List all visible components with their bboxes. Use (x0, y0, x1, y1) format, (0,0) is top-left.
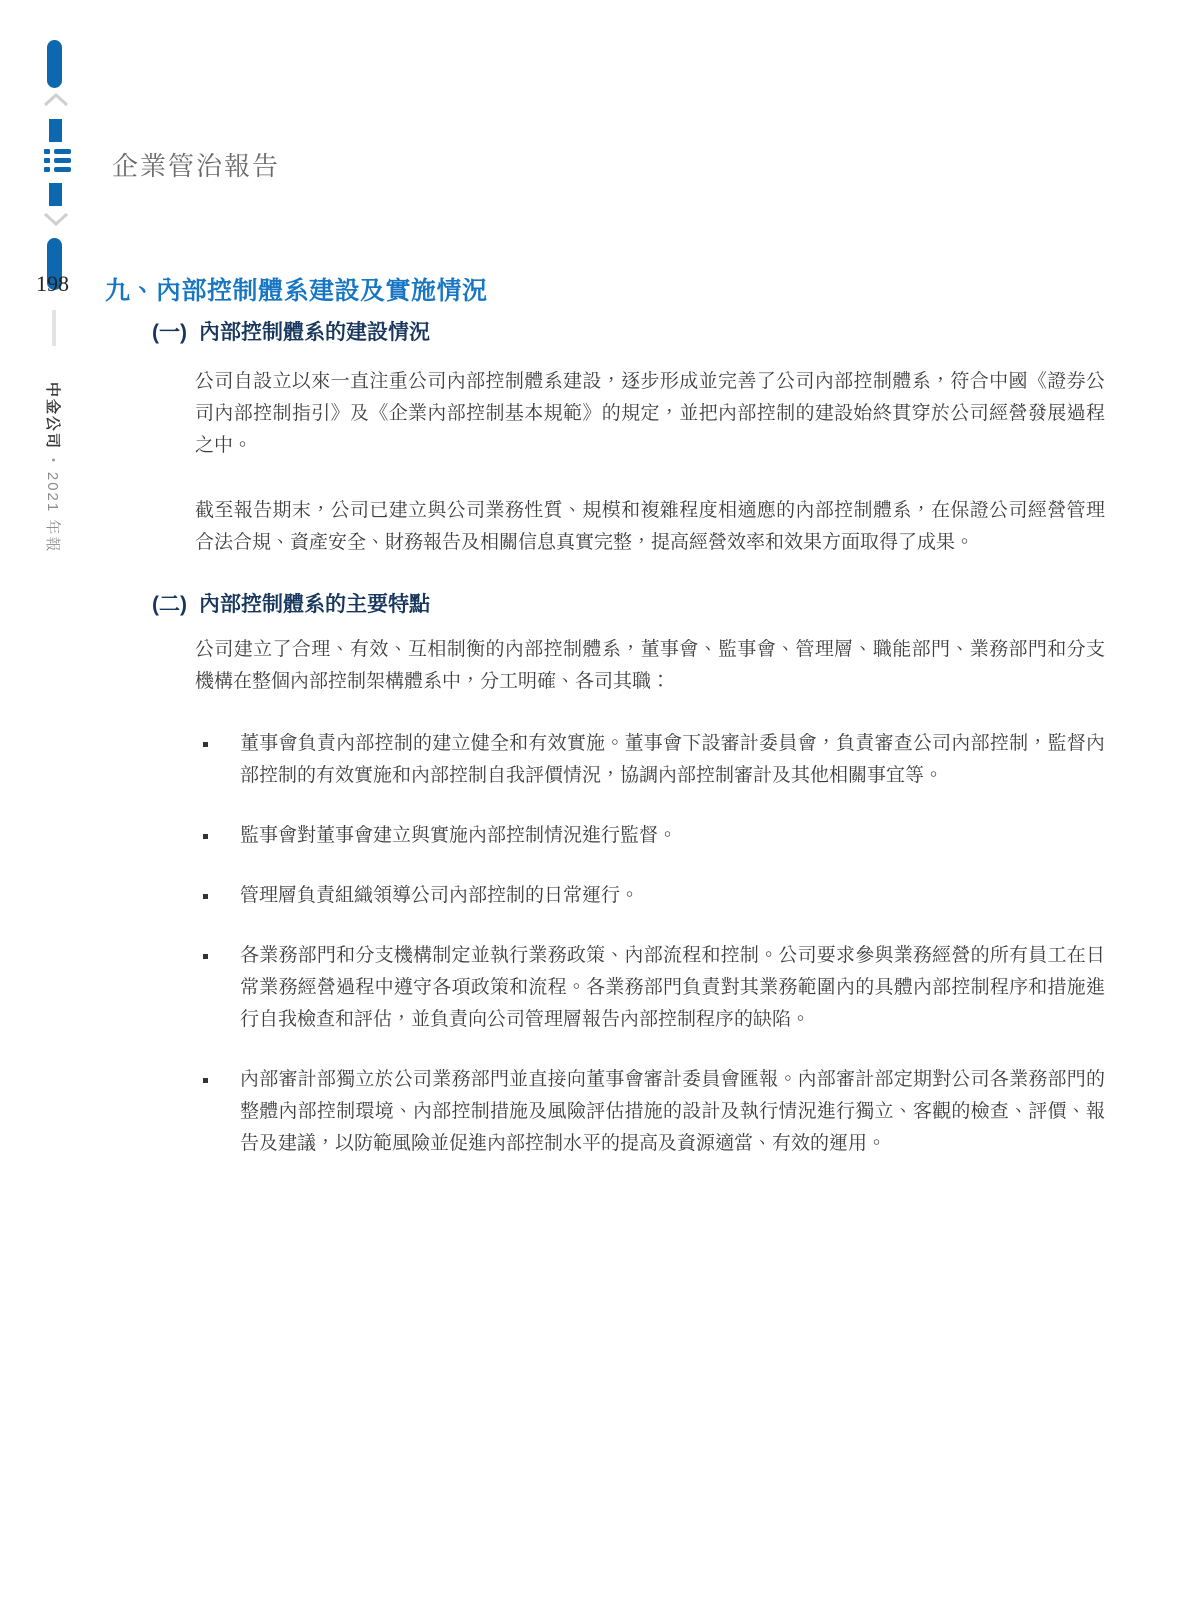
list-item (195, 820, 1105, 852)
subsection-2 (105, 592, 1105, 1160)
brand-separator-dot: • (47, 458, 59, 464)
subsection-1-heading (152, 320, 1105, 346)
list-item (195, 880, 1105, 912)
subsection-label: (二) (152, 593, 187, 616)
list-item (195, 940, 1105, 1036)
page-number-tick (52, 310, 56, 346)
table-of-contents-icon (44, 149, 71, 176)
bullet-dot-icon (203, 834, 208, 839)
subsection-label: (一) (152, 321, 187, 344)
paragraph: 公司自設立以來一直注重公司內部控制體系建設，逐步形成並完善了公司內部控制體系，符合中國《證券公司內部控制指引》及《企業內部控制基本規範》的規定，並把內部控制的建設始終貫穿於公司經營發展過程之中。 (195, 371, 1105, 456)
paragraph: 截至報告期末，公司已建立與公司業務性質、規模和複雜程度相適應的內部控制體系，在保證公司經營管理合法合規、資產安全、財務報告及相關信息真實完整，提高經營效率和效果方面取得了成果。 (195, 500, 1105, 553)
paragraph: 公司建立了合理、有效、互相制衡的內部控制體系，董事會、監事會、管理層、職能部門、業務部門和分支機構在整個內部控制架構體系中，分工明確、各司其職： (195, 639, 1105, 692)
subsection-1 (105, 320, 1105, 559)
list-item-text: 各業務部門和分支機構制定並執行業務政策、內部流程和控制。公司要求參與業務經營的所有員工在日常業務經營過程中遵守各項政策和流程。各業務部門負責對其業務範圍內的具體內部控制程序和措施進行自我檢查和評估，並負責向公司管理層報告內部控制程序的缺陷。 (240, 945, 1105, 1030)
list-item (195, 728, 1105, 792)
rail-top-bar-icon (47, 40, 62, 88)
list-item-text: 管理層負責組織領導公司內部控制的日常運行。 (240, 885, 640, 906)
bullet-dot-icon (203, 742, 208, 747)
page-content (105, 276, 1105, 1188)
list-item (195, 1064, 1105, 1160)
page-number: 198 (36, 271, 69, 296)
rail-square-icon (49, 119, 62, 142)
chevron-down-icon (43, 212, 69, 226)
chapter-header: 企業管治報告 (112, 152, 281, 181)
bullet-list (195, 728, 1105, 1160)
chevron-up-icon (43, 93, 69, 107)
rail-square-icon (49, 183, 62, 206)
subsection-title: 內部控制體系的主要特點 (199, 593, 430, 616)
subsection-2-heading (152, 592, 1105, 618)
list-item-text: 董事會負責內部控制的建立健全和有效實施。董事會下設審計委員會，負責審查公司內部控制，監督內部控制的有效實施和內部控制自我評價情況，協調內部控制審計及其他相關事宜等。 (240, 733, 1105, 786)
spine-brand-text (43, 382, 64, 553)
bullet-dot-icon (203, 954, 208, 959)
section-title: 九、內部控制體系建設及實施情況 (105, 277, 488, 305)
bullet-dot-icon (203, 894, 208, 899)
brand-year: 2021 年報 (44, 471, 61, 554)
brand-name: 中金公司 (44, 382, 61, 451)
subsection-title: 內部控制體系的建設情況 (199, 321, 430, 344)
list-item-text: 監事會對董事會建立與實施內部控制情況進行監督。 (240, 825, 678, 846)
bullet-dot-icon (203, 1078, 208, 1083)
list-item-text: 內部審計部獨立於公司業務部門並直接向董事會審計委員會匯報。內部審計部定期對公司各業務部門的整體內部控制環境、內部控制措施及風險評估措施的設計及執行情況進行獨立、客觀的檢查、評價、報告及建議，以防範風險並促進內部控制水平的提高及資源適當、有效的運用。 (240, 1069, 1105, 1154)
